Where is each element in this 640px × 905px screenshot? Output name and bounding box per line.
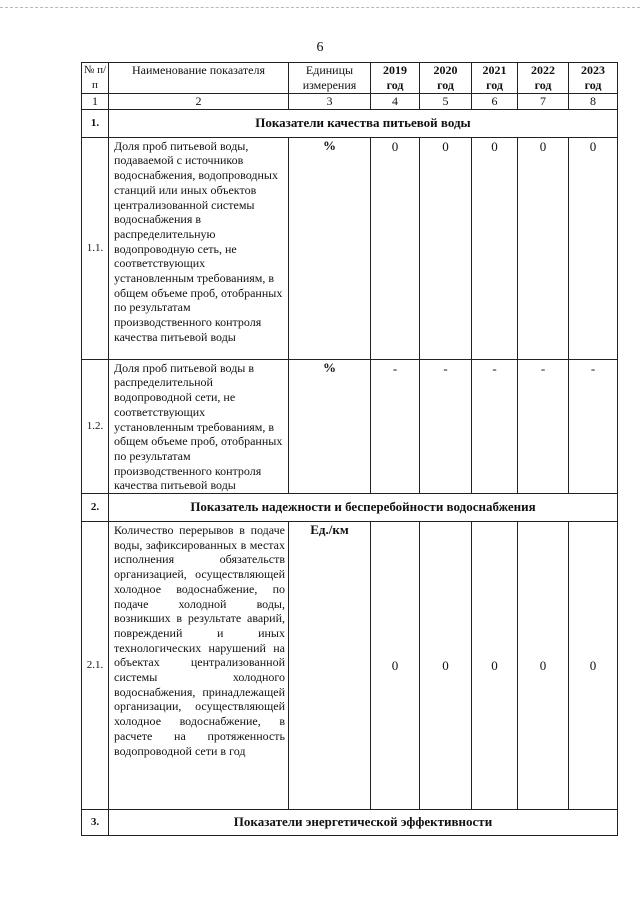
row-number: 1.2.: [82, 359, 109, 493]
column-number: 4: [371, 94, 420, 110]
row-number: 1.1.: [82, 137, 109, 359]
section-number: 1.: [82, 109, 109, 137]
header-num: № п/п: [82, 63, 109, 94]
value-cell: 0: [472, 522, 518, 810]
value-cell: 0: [569, 522, 618, 810]
section-title: Показатель надежности и бесперебойности водоснабжения: [109, 494, 618, 522]
value-cell: 0: [518, 137, 569, 359]
value-cell: -: [420, 359, 472, 493]
value-cell: 0: [569, 137, 618, 359]
unit-cell: Ед./км: [289, 522, 371, 810]
column-number: 1: [82, 94, 109, 110]
value-cell: -: [569, 359, 618, 493]
column-number: 7: [518, 94, 569, 110]
section-title: Показатели качества питьевой воды: [109, 109, 618, 137]
value-cell: 0: [420, 522, 472, 810]
page-number: 6: [316, 40, 324, 55]
value-cell: 0: [472, 137, 518, 359]
header-row: [82, 63, 618, 94]
indicator-row: [82, 359, 618, 493]
header-unit: Единицы измерения: [289, 63, 371, 94]
header-year-2022: 2022 год: [518, 63, 569, 94]
value-cell: 0: [420, 137, 472, 359]
value-cell: 0: [371, 522, 420, 810]
row-number: 2.1.: [82, 522, 109, 810]
column-number: 5: [420, 94, 472, 110]
section-number: 3.: [82, 810, 109, 836]
indicator-name: Доля проб питьевой воды, подаваемой с источников водоснабжения, водопроводных станций или иных объектов централизованной системы водоснабжения в распределительную водопроводную сеть, не соответствующих установленным требованиям, в общем объеме проб, отобранных по результатам производственного контроля качества питьевой воды: [109, 137, 289, 359]
section-title: Показатели энергетической эффективности: [109, 810, 618, 836]
value-cell: -: [518, 359, 569, 493]
indicators-table: [81, 62, 618, 836]
column-number: 3: [289, 94, 371, 110]
section-number: 2.: [82, 494, 109, 522]
unit-cell: %: [289, 359, 371, 493]
section-row: [82, 109, 618, 137]
indicator-name: Доля проб питьевой воды в распределительной водопроводной сети, не соответствующих установленным требованиям, в общем объеме проб, отобранных по результатам производственного контроля качества питьевой воды: [109, 359, 289, 493]
indicator-row: [82, 137, 618, 359]
column-number: 6: [472, 94, 518, 110]
column-number-row: [82, 94, 618, 110]
value-cell: -: [371, 359, 420, 493]
header-year-2019: 2019 год: [371, 63, 420, 94]
value-cell: -: [472, 359, 518, 493]
section-row: [82, 810, 618, 836]
scan-edge-line: [0, 7, 640, 8]
header-year-2020: 2020 год: [420, 63, 472, 94]
section-row: [82, 494, 618, 522]
indicator-row: [82, 522, 618, 810]
column-number: 8: [569, 94, 618, 110]
value-cell: 0: [518, 522, 569, 810]
header-year-2023: 2023 год: [569, 63, 618, 94]
unit-cell: %: [289, 137, 371, 359]
value-cell: 0: [371, 137, 420, 359]
column-number: 2: [109, 94, 289, 110]
header-name: Наименование показателя: [109, 63, 289, 94]
indicator-name: Количество перерывов в подаче воды, зафиксированных в местах исполнения обязательств организацией, осуществляющей холодное водоснабжение, по подаче холодной воды, возникших в результате аварий, повреждений и иных технологических нарушений на объектах централизованной системы холодного водоснабжения, принадлежащей организации, осуществляющей холодное водоснабжение, в расчете на протяженность водопроводной сети в год: [109, 522, 289, 810]
header-year-2021: 2021 год: [472, 63, 518, 94]
